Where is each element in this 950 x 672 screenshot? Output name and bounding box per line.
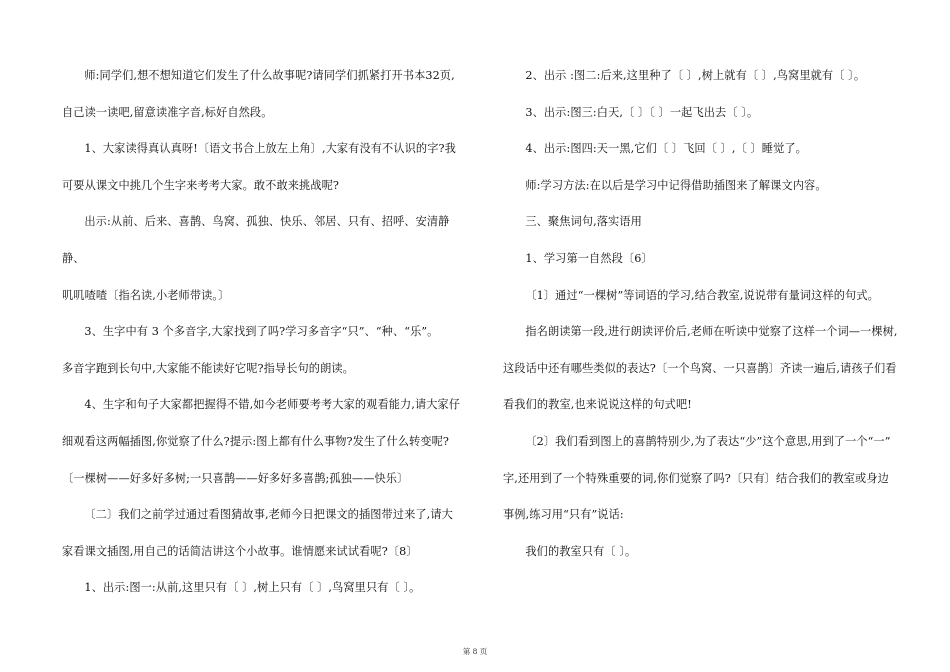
text-line: 细观看这两幅插图,你觉察了什么?提示:图上都有什么事物?发生了什么转变呢? <box>62 434 450 448</box>
text-line: 叽叽喳喳〔指名读,小老师带读。〕 <box>62 288 230 302</box>
text-line: 事例,练习用“只有”说话: <box>503 508 624 522</box>
text-line: 4、生字和句子大家都把握得不错,如今老师要考考大家的观看能力,请大家仔 <box>84 398 461 412</box>
text-line: 这段话中还有哪些类似的表达?〔一个鸟窝、一只喜鹊〕齐读一遍后,请孩子们看 <box>503 361 897 375</box>
text-line: 1、大家读得真认真呀!〔语文书合上放左上角〕,大家有没有不认识的字?我 <box>84 142 456 156</box>
text-line: 〔1〕通过“一棵树”等词语的学习,结合教室,说说带有量词这样的句式。 <box>525 288 879 302</box>
text-line: 出示:从前、后来、喜鹊、鸟窝、孤独、快乐、邻居、只有、招呼、安清静静、 <box>62 215 450 265</box>
text-line: 〔2〕我们看到图上的喜鹊特别少,为了表达“少”这个意思,用到了一个“一” <box>525 434 891 448</box>
right-column <box>503 58 913 570</box>
text-line: 自己读一读吧,留意读准字音,标好自然段。 <box>62 105 273 119</box>
text-line: 看我们的教室,也来说说这样的句式吧! <box>503 398 692 412</box>
text-line: 〔一棵树——好多好多树;一只喜鹊——好多好多喜鹊;孤独——快乐〕 <box>62 471 409 485</box>
text-line: 3、生字中有 3 个多音字,大家找到了吗?学习多音字“只”、“种、“乐”。 <box>84 325 439 339</box>
text-line: 师:同学们,想不想知道它们发生了什么故事呢?请同学们抓紧打开书本32页, <box>84 69 455 82</box>
text-line: 我们的教室只有〔 〕。 <box>525 544 637 558</box>
text-line: 可要从课文中挑几个生字来考考大家。敢不敢来挑战呢? <box>62 178 339 192</box>
text-line: 2、出示 :图二:后来,这里种了〔 〕,树上就有〔 〕,鸟窝里就有〔 〕。 <box>525 69 866 82</box>
text-line: 多音字跑到长句中,大家能不能读好它呢?指导长句的朗读。 <box>62 361 354 375</box>
text-line: 4、出示:图四:天一黑,它们〔 〕飞回〔 〕,〔 〕睡觉了。 <box>525 142 807 156</box>
text-line: 指名朗读第一段,进行朗读评价后,老师在听读中觉察了这样一个词—一棵树, <box>525 325 898 339</box>
text-line: 3、出示:图三:白天,〔 〕〔 〕一起飞出去〔 〕。 <box>525 105 759 119</box>
text-line: 1、学习第一自然段〔6〕 <box>525 251 653 265</box>
text-line: 三、聚焦词句,落实语用 <box>525 215 642 229</box>
left-column <box>62 58 470 607</box>
page-number: 第 8 页 <box>462 647 488 656</box>
text-line: 师:学习方法:在以后是学习中记得借助插图来了解课文内容。 <box>525 178 827 192</box>
text-line: 1、出示:图一:从前,这里只有〔 〕,树上只有〔 〕,鸟窝里只有〔 〕。 <box>84 581 421 595</box>
text-line: 家看课文插图,用自己的话简洁讲这个小故事。谁情愿来试试看呢?〔8〕 <box>62 544 418 558</box>
text-line: 字,还用到了一个特殊重要的词,你们觉察了吗?〔只有〕结合我们的教室或身边 <box>503 471 889 485</box>
text-line: 〔二〕我们之前学过通过看图猜故事,老师今日把课文的插图带过来了,请大 <box>84 508 453 522</box>
